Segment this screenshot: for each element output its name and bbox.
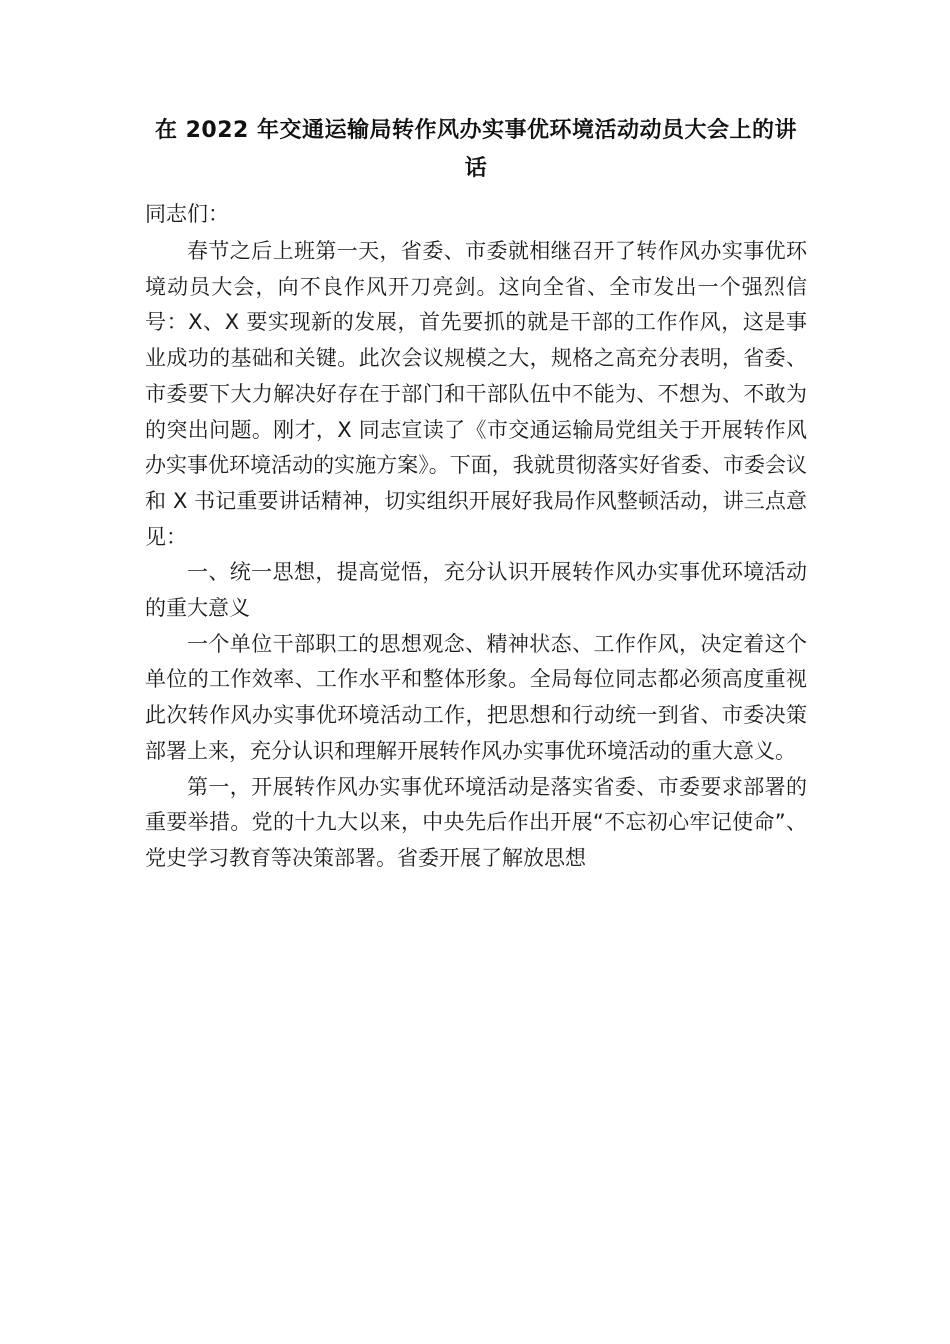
salutation: 同志们： [145,202,229,226]
paragraph-section-1: 一个单位干部职工的思想观念、精神状态、工作作风，决定着这个单位的工作效率、工作水平和整体形象。全局每位同志都必须高度重视此次转作风办实事优环境活动工作，把思想和行动统一到省、市委决策部署上来，充分认识和理解开展转作风办实事优环境活动的重大意义。 [145,631,807,763]
document-page [145,112,807,877]
section-heading-1: 一、统一思想，提高觉悟，充分认识开展转作风办实事优环境活动的重大意义 [145,560,807,621]
document-title: 在 2022 年交通运输局转作风办实事优环境活动动员大会上的讲话 [154,118,798,181]
paragraph-intro: 春节之后上班第一天，省委、市委就相继召开了转作风办实事优环境动员大会，向不良作风开刀亮剑。这向全省、全市发出一个强烈信号：X、X 要实现新的发展，首先要抓的就是干部的工作作风，这是事业成功的基础和关键。此次会议规模之大，规格之高充分表明，省委、市委要下大力解决好存在于部门和干部队伍中不能为、不想为、不敢为的突出问题。刚才，X 同志宣读了《市交通运输局党组关于开展转作风办实事优环境活动的实施方案》。下面，我就贯彻落实好省委、市委会议和 X 书记重要讲话精神，切实组织开展好我局作风整顿活动，讲三点意见： [145,239,807,549]
paragraph-point-1: 第一，开展转作风办实事优环境活动是落实省委、市委要求部署的重要举措。党的十九大以来，中央先后作出开展“不忘初心牢记使命”、党史学习教育等决策部署。省委开展了解放思想 [145,774,807,870]
